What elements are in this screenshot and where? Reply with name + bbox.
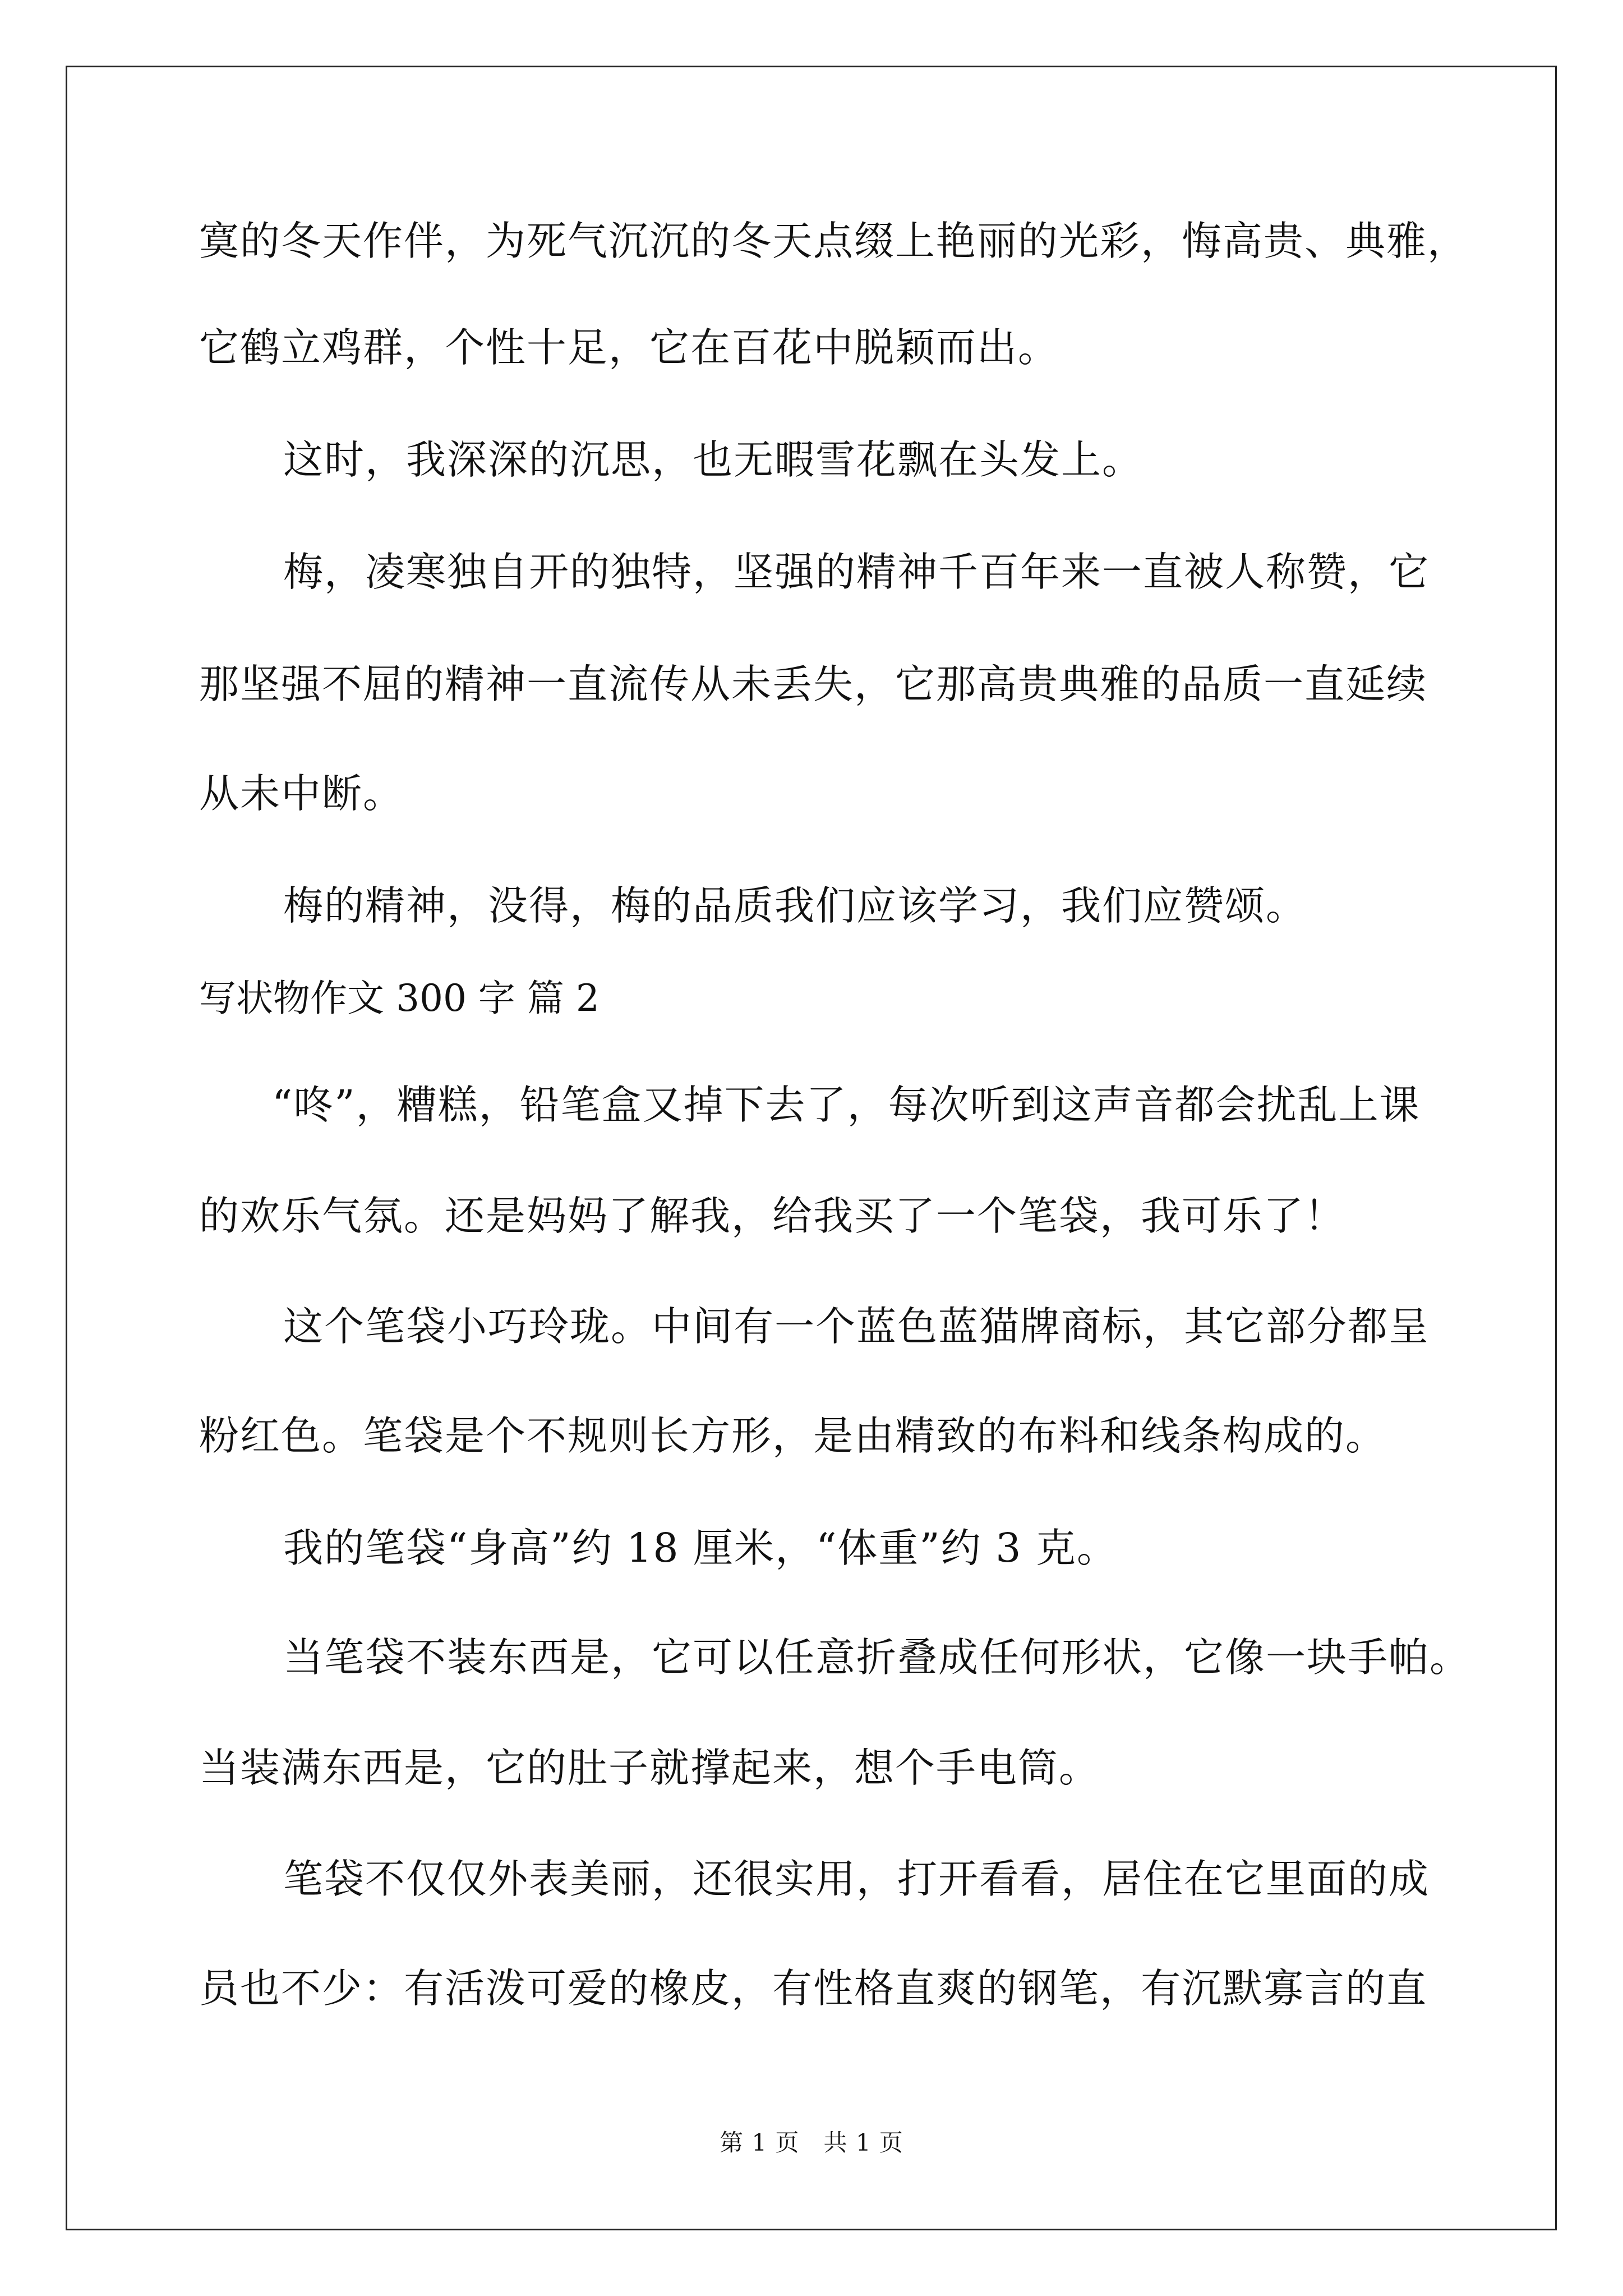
paragraph-line: “咚”，糟糕，铅笔盒又掉下去了，每次听到这声音都会扰乱上课	[272, 1082, 1421, 1128]
paragraph-line: 梅的精神，没得，梅的品质我们应该学习，我们应赞颂。	[283, 882, 1307, 929]
paragraph-line: 当笔袋不装东西是，它可以任意折叠成任何形状，它像一块手帕。	[283, 1634, 1471, 1681]
paragraph-line: 从未中断。	[199, 770, 404, 817]
page-footer: 第 1 页 共 1 页	[720, 2129, 903, 2156]
paragraph-line: 我的笔袋“身高”约 18 厘米，“体重”约 3 克。	[283, 1525, 1118, 1571]
paragraph-line: 它鹤立鸡群，个性十足，它在百花中脱颖而出。	[199, 324, 1059, 371]
paragraph-line: 寞的冬天作伴，为死气沉沉的冬天点缀上艳丽的光彩，悔高贵、典雅，	[199, 218, 1469, 264]
paragraph-line: 笔袋不仅仅外表美丽，还很实用，打开看看，居住在它里面的成	[283, 1856, 1430, 1902]
paragraph-line: 的欢乐气氛。还是妈妈了解我，给我买了一个笔袋，我可乐了！	[199, 1193, 1346, 1239]
paragraph-line: 那坚强不屈的精神一直流传从未丢失，它那高贵典雅的品质一直延续	[199, 661, 1428, 707]
paragraph-line: 这时，我深深的沉思，也无暇雪花飘在头发上。	[283, 436, 1144, 483]
paragraph-line: 当装满东西是，它的肚子就撑起来，想个手电筒。	[199, 1745, 1100, 1791]
paragraph-line: 这个笔袋小巧玲珑。中间有一个蓝色蓝猫牌商标，其它部分都呈	[283, 1303, 1430, 1350]
paragraph-line: 梅，凌寒独自开的独特，坚强的精神千百年来一直被人称赞，它	[283, 549, 1430, 595]
paragraph-line: 粉红色。笔袋是个不规则长方形，是由精致的布料和线条构成的。	[199, 1412, 1387, 1459]
section-heading: 写状物作文 300 字 篇 2	[199, 977, 600, 1020]
paragraph-line: 员也不少：有活泼可爱的橡皮，有性格直爽的钢笔，有沉默寡言的直	[199, 1965, 1428, 2012]
